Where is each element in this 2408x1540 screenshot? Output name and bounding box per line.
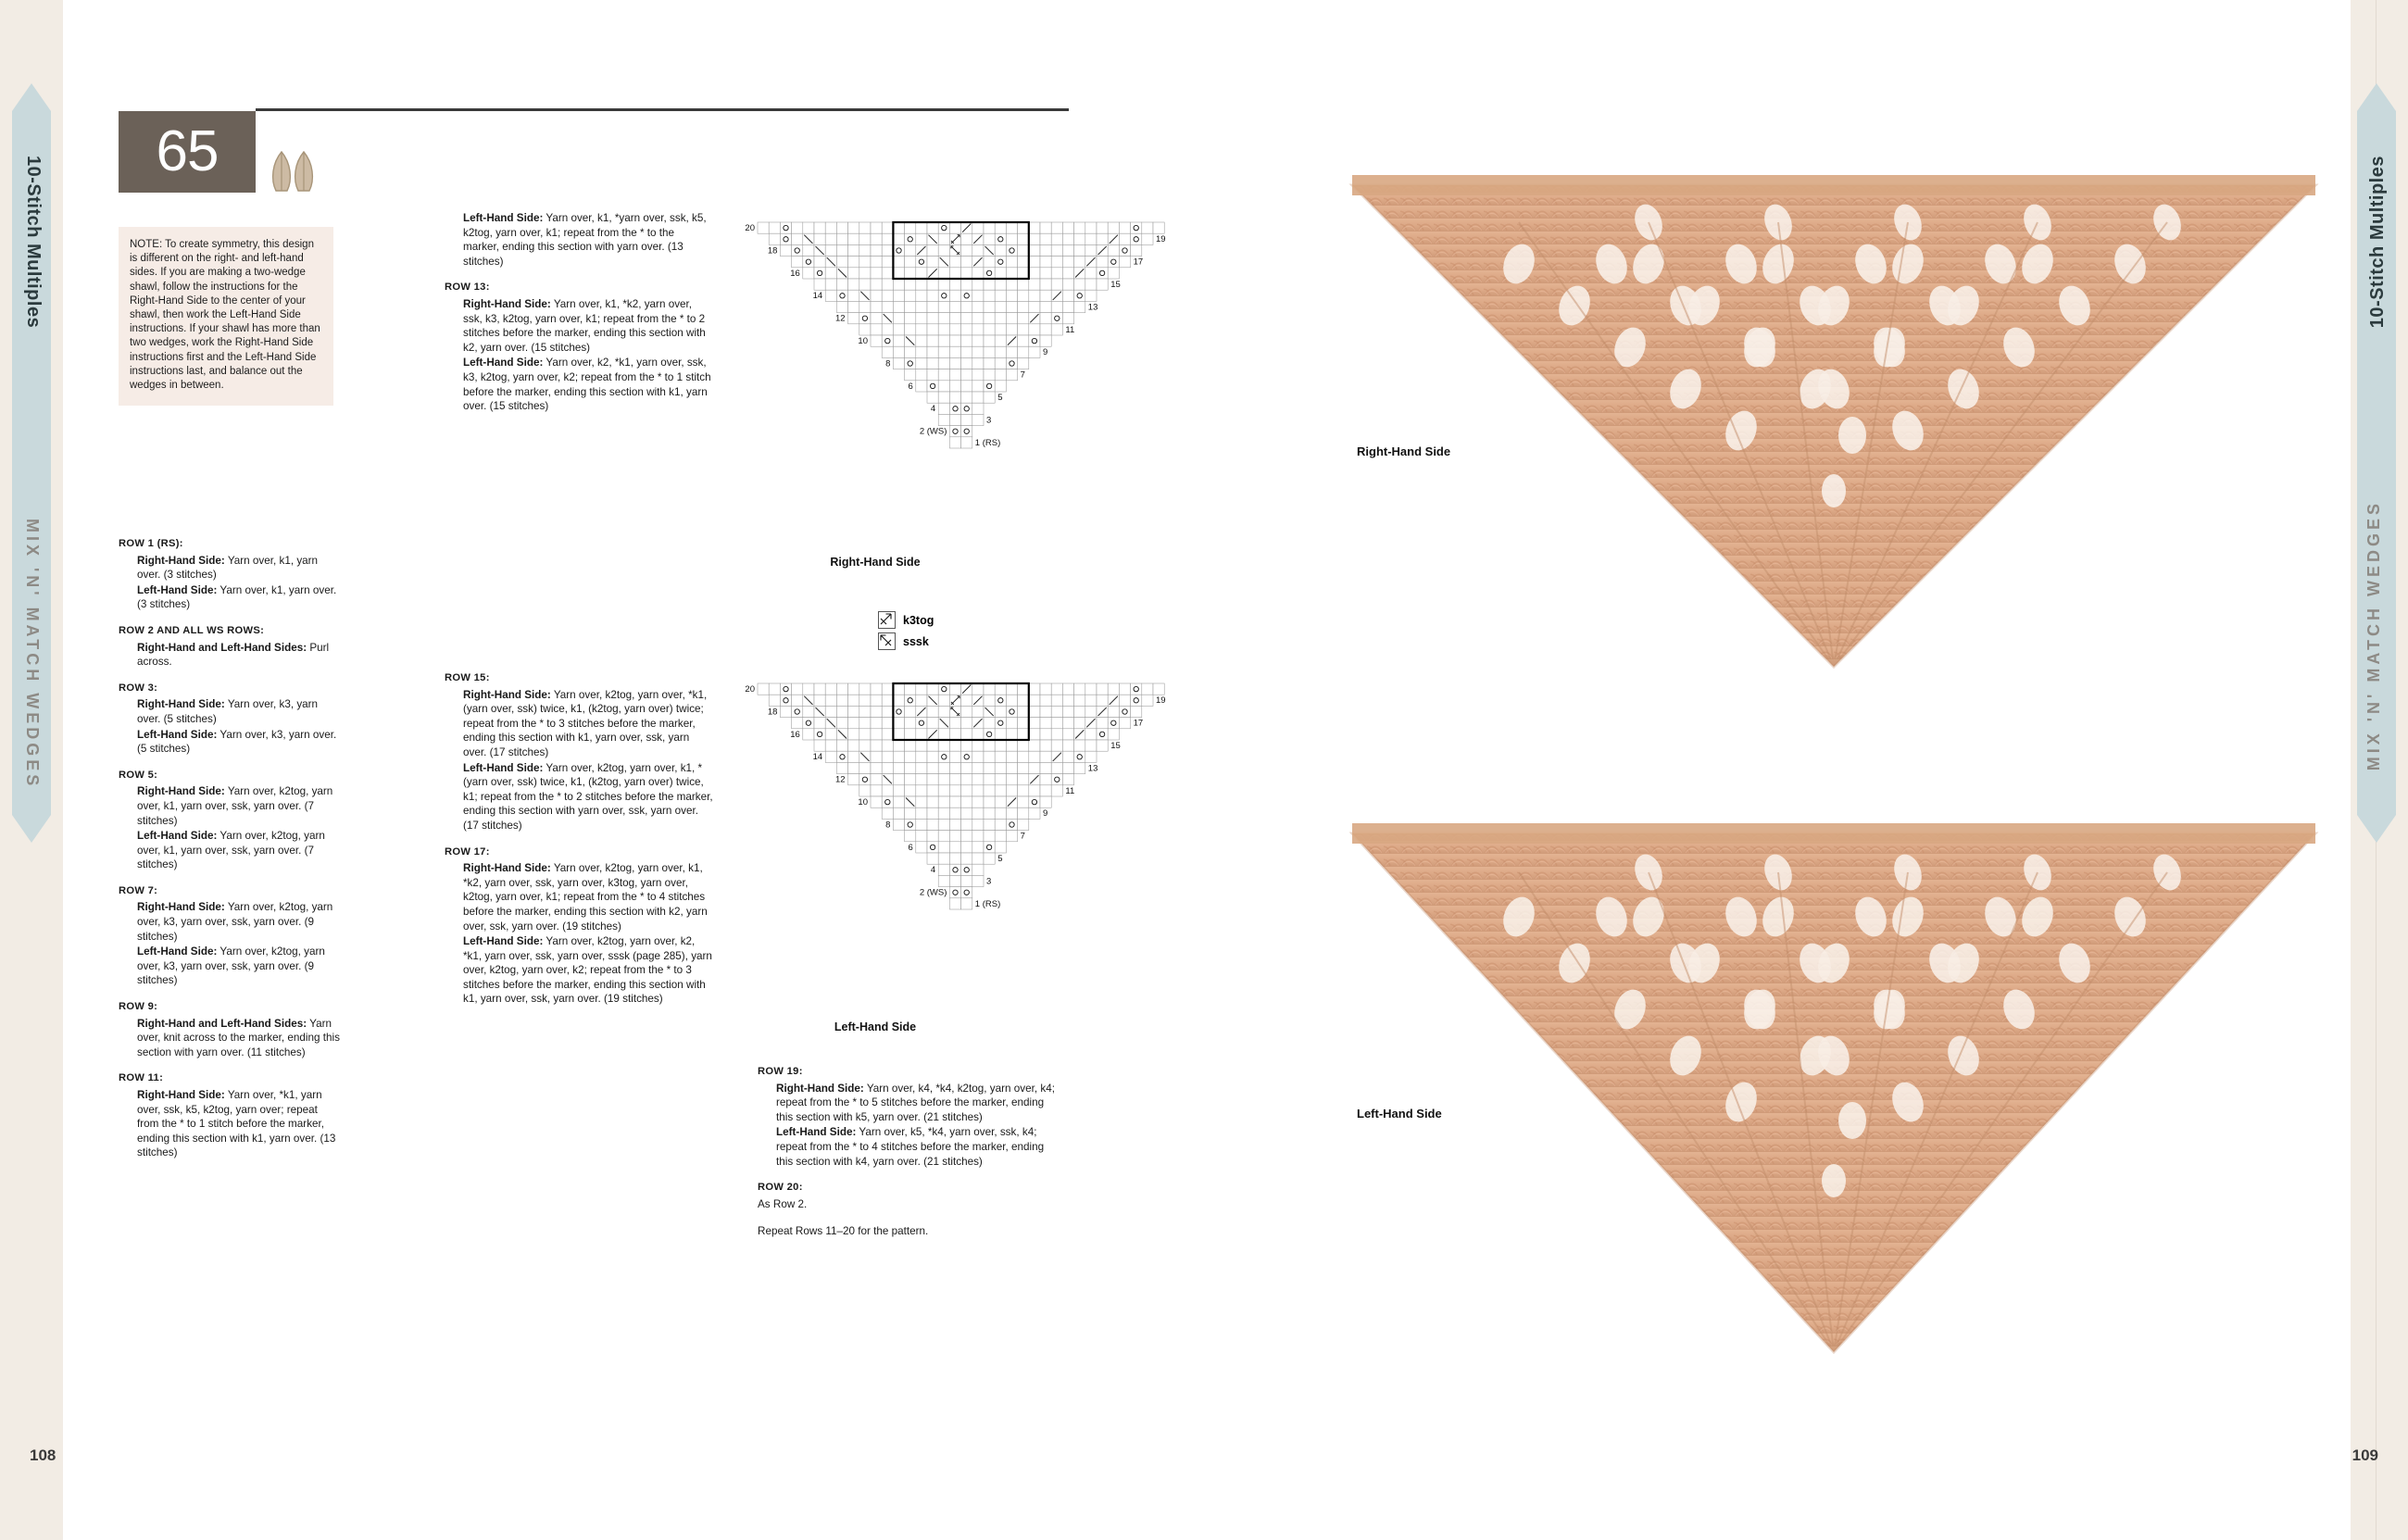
chart-left-hand-side <box>741 676 1166 1028</box>
svg-text:8: 8 <box>885 820 891 831</box>
svg-text:4: 4 <box>930 404 936 415</box>
svg-text:2 (WS): 2 (WS) <box>919 887 947 898</box>
row-instruction: Right-Hand Side: Yarn over, k3, yarn over. (5 stitches) <box>137 698 319 725</box>
svg-text:18: 18 <box>767 707 778 718</box>
row-heading: ROW 7: <box>119 884 158 896</box>
chart-left-caption: Left-Hand Side <box>834 1020 917 1033</box>
side-label: Right-Hand Side: <box>137 901 225 914</box>
side-label: Right-Hand Side: <box>463 688 551 701</box>
side-label: Right-Hand Side: <box>137 554 225 567</box>
row-instruction: As Row 2. <box>758 1197 808 1210</box>
swatch-left-hand-side <box>1334 815 2334 1371</box>
two-leaf-difficulty-icon <box>267 148 341 196</box>
svg-text:6: 6 <box>908 842 913 853</box>
row-heading: ROW 9: <box>119 1001 158 1013</box>
row-instruction: Left-Hand Side: Yarn over, k2tog, yarn over, k1, yarn over, ssk, yarn over. (7 stitches) <box>137 830 325 871</box>
right-running-head: MIX 'N' MATCH WEDGES <box>2364 500 2383 771</box>
row-instruction: Left-Hand Side: Yarn over, k1, *yarn over, ssk, k5, k2tog, yarn over, k1; repeat from the * to the marker, ending this section with yarn over. (13 stitches) <box>463 212 707 268</box>
side-label: Left-Hand Side: <box>463 935 544 948</box>
row-heading: ROW 1 (RS): <box>119 538 183 549</box>
svg-text:3: 3 <box>986 415 992 426</box>
row-instruction: Right-Hand Side: Yarn over, k4, *k4, k2tog, yarn over, k4; repeat from the * to 5 stitches before the marker, ending this section with k5, yarn over. (21 stitches) <box>776 1082 1055 1123</box>
row-instruction: Right-Hand Side: Yarn over, k2tog, yarn over, k3, yarn over, ssk, yarn over. (9 stitches) <box>137 901 333 943</box>
tab-notch-top-icon-right <box>2357 83 2396 111</box>
row-instruction: Right-Hand Side: Yarn over, k1, *k2, yarn over, ssk, k3, k2tog, yarn over, k1; repeat from the * to 2 stitches before the marker, ending this section with k2, yarn over. (15 stitches) <box>463 297 706 354</box>
row-instruction: Right-Hand Side: Yarn over, k2tog, yarn over, k1, *k2, yarn over, ssk, yarn over, k3tog, yarn over, k2tog, yarn over, k1; repeat from the * to 4 stitches before the marker, ending this section with k2, yarn over, ssk, yarn over. (19 stitches) <box>463 862 708 933</box>
svg-text:11: 11 <box>1065 324 1075 335</box>
row-heading: ROW 17: <box>445 845 490 858</box>
row-instruction: Left-Hand Side: Yarn over, k2tog, yarn over, k3, yarn over, ssk, yarn over. (9 stitches) <box>137 945 325 987</box>
row-instruction: Left-Hand Side: Yarn over, k3, yarn over. (5 stitches) <box>137 728 337 756</box>
svg-text:6: 6 <box>908 381 913 392</box>
side-label: Right-Hand Side: <box>137 698 225 711</box>
svg-text:9: 9 <box>1043 347 1048 358</box>
instructions-column-1 <box>119 537 341 1161</box>
svg-text:1 (RS): 1 (RS) <box>974 898 1001 909</box>
row-instruction: Right-Hand Side: Yarn over, k2tog, yarn over, *k1, (yarn over, ssk) twice, k1, (k2tog, yarn over) twice; repeat from the * to 3 stitches before the marker, ending this section with k1, yarn over, ssk, yarn over. (17 stitches) <box>463 688 708 758</box>
svg-text:7: 7 <box>1020 369 1025 381</box>
tab-notch-top-icon <box>12 83 51 111</box>
svg-text:14: 14 <box>812 291 823 302</box>
row-heading: ROW 3: <box>119 682 158 694</box>
svg-text:10: 10 <box>858 336 868 346</box>
row-instruction: Right-Hand Side: Yarn over, k1, yarn over. (3 stitches) <box>137 554 319 582</box>
svg-text:14: 14 <box>812 752 823 763</box>
folio-left: 108 <box>30 1446 56 1464</box>
swatch-right-hand-side <box>1334 167 2334 685</box>
side-label: Left-Hand Side: <box>776 1126 857 1139</box>
row-heading: ROW 5: <box>119 769 158 781</box>
side-label: Left-Hand Side: <box>463 212 544 224</box>
svg-text:1 (RS): 1 (RS) <box>974 437 1001 448</box>
left-tab-label: 10-Stitch Multiples <box>23 156 44 329</box>
chart-right-hand-side <box>741 215 1166 567</box>
svg-text:10: 10 <box>858 797 868 808</box>
row-instruction: Left-Hand Side: Yarn over, k5, *k4, yarn over, ssk, k4; repeat from the * to 4 stitches before the marker, ending this section with k4, yarn over. (21 stitches) <box>776 1126 1045 1168</box>
k3tog-symbol <box>878 611 896 629</box>
svg-text:5: 5 <box>997 393 1003 403</box>
svg-text:18: 18 <box>767 245 778 257</box>
pattern-number: 65 <box>119 111 256 193</box>
side-label: Left-Hand Side: <box>137 583 218 596</box>
side-label: Right-Hand and Left-Hand Sides: <box>137 1017 307 1030</box>
key-row-k3tog <box>878 611 934 629</box>
row-heading: ROW 15: <box>445 672 490 683</box>
row-instruction: Right-Hand Side: Yarn over, k2tog, yarn over, k1, yarn over, ssk, yarn over. (7 stitches) <box>137 785 333 827</box>
side-label: Left-Hand Side: <box>137 830 218 843</box>
svg-text:8: 8 <box>885 358 891 369</box>
svg-text:16: 16 <box>790 268 800 279</box>
side-label: Left-Hand Side: <box>463 761 544 774</box>
instructions-column-3 <box>445 671 713 1008</box>
row-heading: ROW 13: <box>445 282 490 294</box>
row-instruction: Right-Hand Side: Yarn over, *k1, yarn over, ssk, k5, k2tog, yarn over; repeat from the * to 1 stitch before the marker, ending this section with k1, yarn over. (13 stitches) <box>137 1089 336 1159</box>
photo-label-left: Left-Hand Side <box>1357 1107 1442 1121</box>
side-label: Right-Hand Side: <box>463 297 551 310</box>
row-instruction: Left-Hand Side: Yarn over, k2tog, yarn over, k1, *(yarn over, ssk) twice, k1, (k2tog, yarn over) twice, k1; repeat from the * to 2 stitches before the marker, ending this section with yarn over, ssk, yarn over. (17 stitches) <box>463 761 713 832</box>
svg-text:17: 17 <box>1133 257 1144 268</box>
svg-text:7: 7 <box>1020 831 1025 842</box>
design-note: NOTE: To create symmetry, this design is different on the right- and left-hand sides. If you are making a two-wedge shawl, follow the instructions for the Right-Hand Side to the center of your shawl, then work the Left-Hand Side instructions. If your shawl has more than two wedges, work the Right-Hand Side instructions first and the Left-Hand Side instructions last, and balance out the wedges in between. <box>119 227 333 406</box>
left-running-head: MIX 'N' MATCH WEDGES <box>23 519 42 790</box>
side-label: Right-Hand Side: <box>776 1082 864 1095</box>
svg-text:15: 15 <box>1110 280 1121 290</box>
svg-text:9: 9 <box>1043 808 1048 820</box>
side-label: Right-Hand and Left-Hand Sides: <box>137 641 307 654</box>
row-instruction: Left-Hand Side: Yarn over, k2, *k1, yarn over, ssk, k3, k2tog, yarn over, k2; repeat from the * to 1 stitch before the marker, ending this section with k1, yarn over. (15 stitches) <box>463 357 711 413</box>
svg-text:3: 3 <box>986 876 992 887</box>
svg-text:12: 12 <box>835 774 846 785</box>
side-label: Right-Hand Side: <box>463 862 551 875</box>
row-heading: ROW 2 AND ALL WS ROWS: <box>119 624 265 636</box>
row-heading: ROW 20: <box>758 1182 803 1194</box>
svg-text:4: 4 <box>930 865 936 876</box>
row-heading: ROW 11: <box>119 1072 164 1084</box>
chart-key <box>878 611 934 654</box>
key-label-k3tog: k3tog <box>903 613 934 627</box>
side-label: Left-Hand Side: <box>463 357 544 369</box>
svg-text:13: 13 <box>1087 302 1098 313</box>
svg-text:15: 15 <box>1110 741 1121 751</box>
repeat-note: Repeat Rows 11–20 for the pattern. <box>758 1225 929 1238</box>
key-row-sssk <box>878 632 934 650</box>
svg-text:17: 17 <box>1133 718 1144 729</box>
row-instruction: Right-Hand and Left-Hand Sides: Purl across. <box>137 641 330 669</box>
folio-right: 109 <box>2352 1446 2378 1464</box>
side-label: Left-Hand Side: <box>137 945 218 958</box>
svg-text:13: 13 <box>1087 763 1098 774</box>
row-instruction: Left-Hand Side: Yarn over, k2tog, yarn over, k2, *k1, yarn over, ssk, yarn over, sssk (page 285), yarn over, k2tog, yarn over, k2; repeat from the * to 3 stitches before the marker, ending this section with k1, yarn over, ssk, yarn over. (19 stitches) <box>463 935 712 1006</box>
row-instruction: Left-Hand Side: Yarn over, k1, yarn over. (3 stitches) <box>137 583 337 611</box>
header-rule <box>256 108 1069 111</box>
row-heading: ROW 19: <box>758 1066 803 1077</box>
tab-notch-bottom-icon <box>12 815 51 843</box>
photo-label-right: Right-Hand Side <box>1357 444 1451 458</box>
svg-text:20: 20 <box>745 223 755 233</box>
svg-text:11: 11 <box>1065 785 1075 796</box>
side-label: Right-Hand Side: <box>137 785 225 798</box>
instructions-column-4 <box>758 1065 1063 1239</box>
row-instruction: Right-Hand and Left-Hand Sides: Yarn over, knit across to the marker, ending this section with yarn over. (11 stitches) <box>137 1017 340 1058</box>
side-label: Left-Hand Side: <box>137 728 218 741</box>
sssk-symbol <box>878 632 896 650</box>
tab-notch-bottom-icon-right <box>2357 815 2396 843</box>
instructions-column-2 <box>445 211 713 415</box>
svg-text:2 (WS): 2 (WS) <box>919 426 947 437</box>
svg-text:5: 5 <box>997 854 1003 864</box>
key-label-sssk: sssk <box>903 634 929 648</box>
right-tab-label: 10-Stitch Multiples <box>2367 156 2388 329</box>
side-label: Right-Hand Side: <box>137 1089 225 1101</box>
svg-text:19: 19 <box>1156 234 1166 245</box>
svg-text:20: 20 <box>745 684 755 695</box>
svg-text:16: 16 <box>790 729 800 740</box>
chart-right-caption: Right-Hand Side <box>830 556 921 569</box>
svg-text:12: 12 <box>835 313 846 324</box>
svg-text:19: 19 <box>1156 695 1166 707</box>
